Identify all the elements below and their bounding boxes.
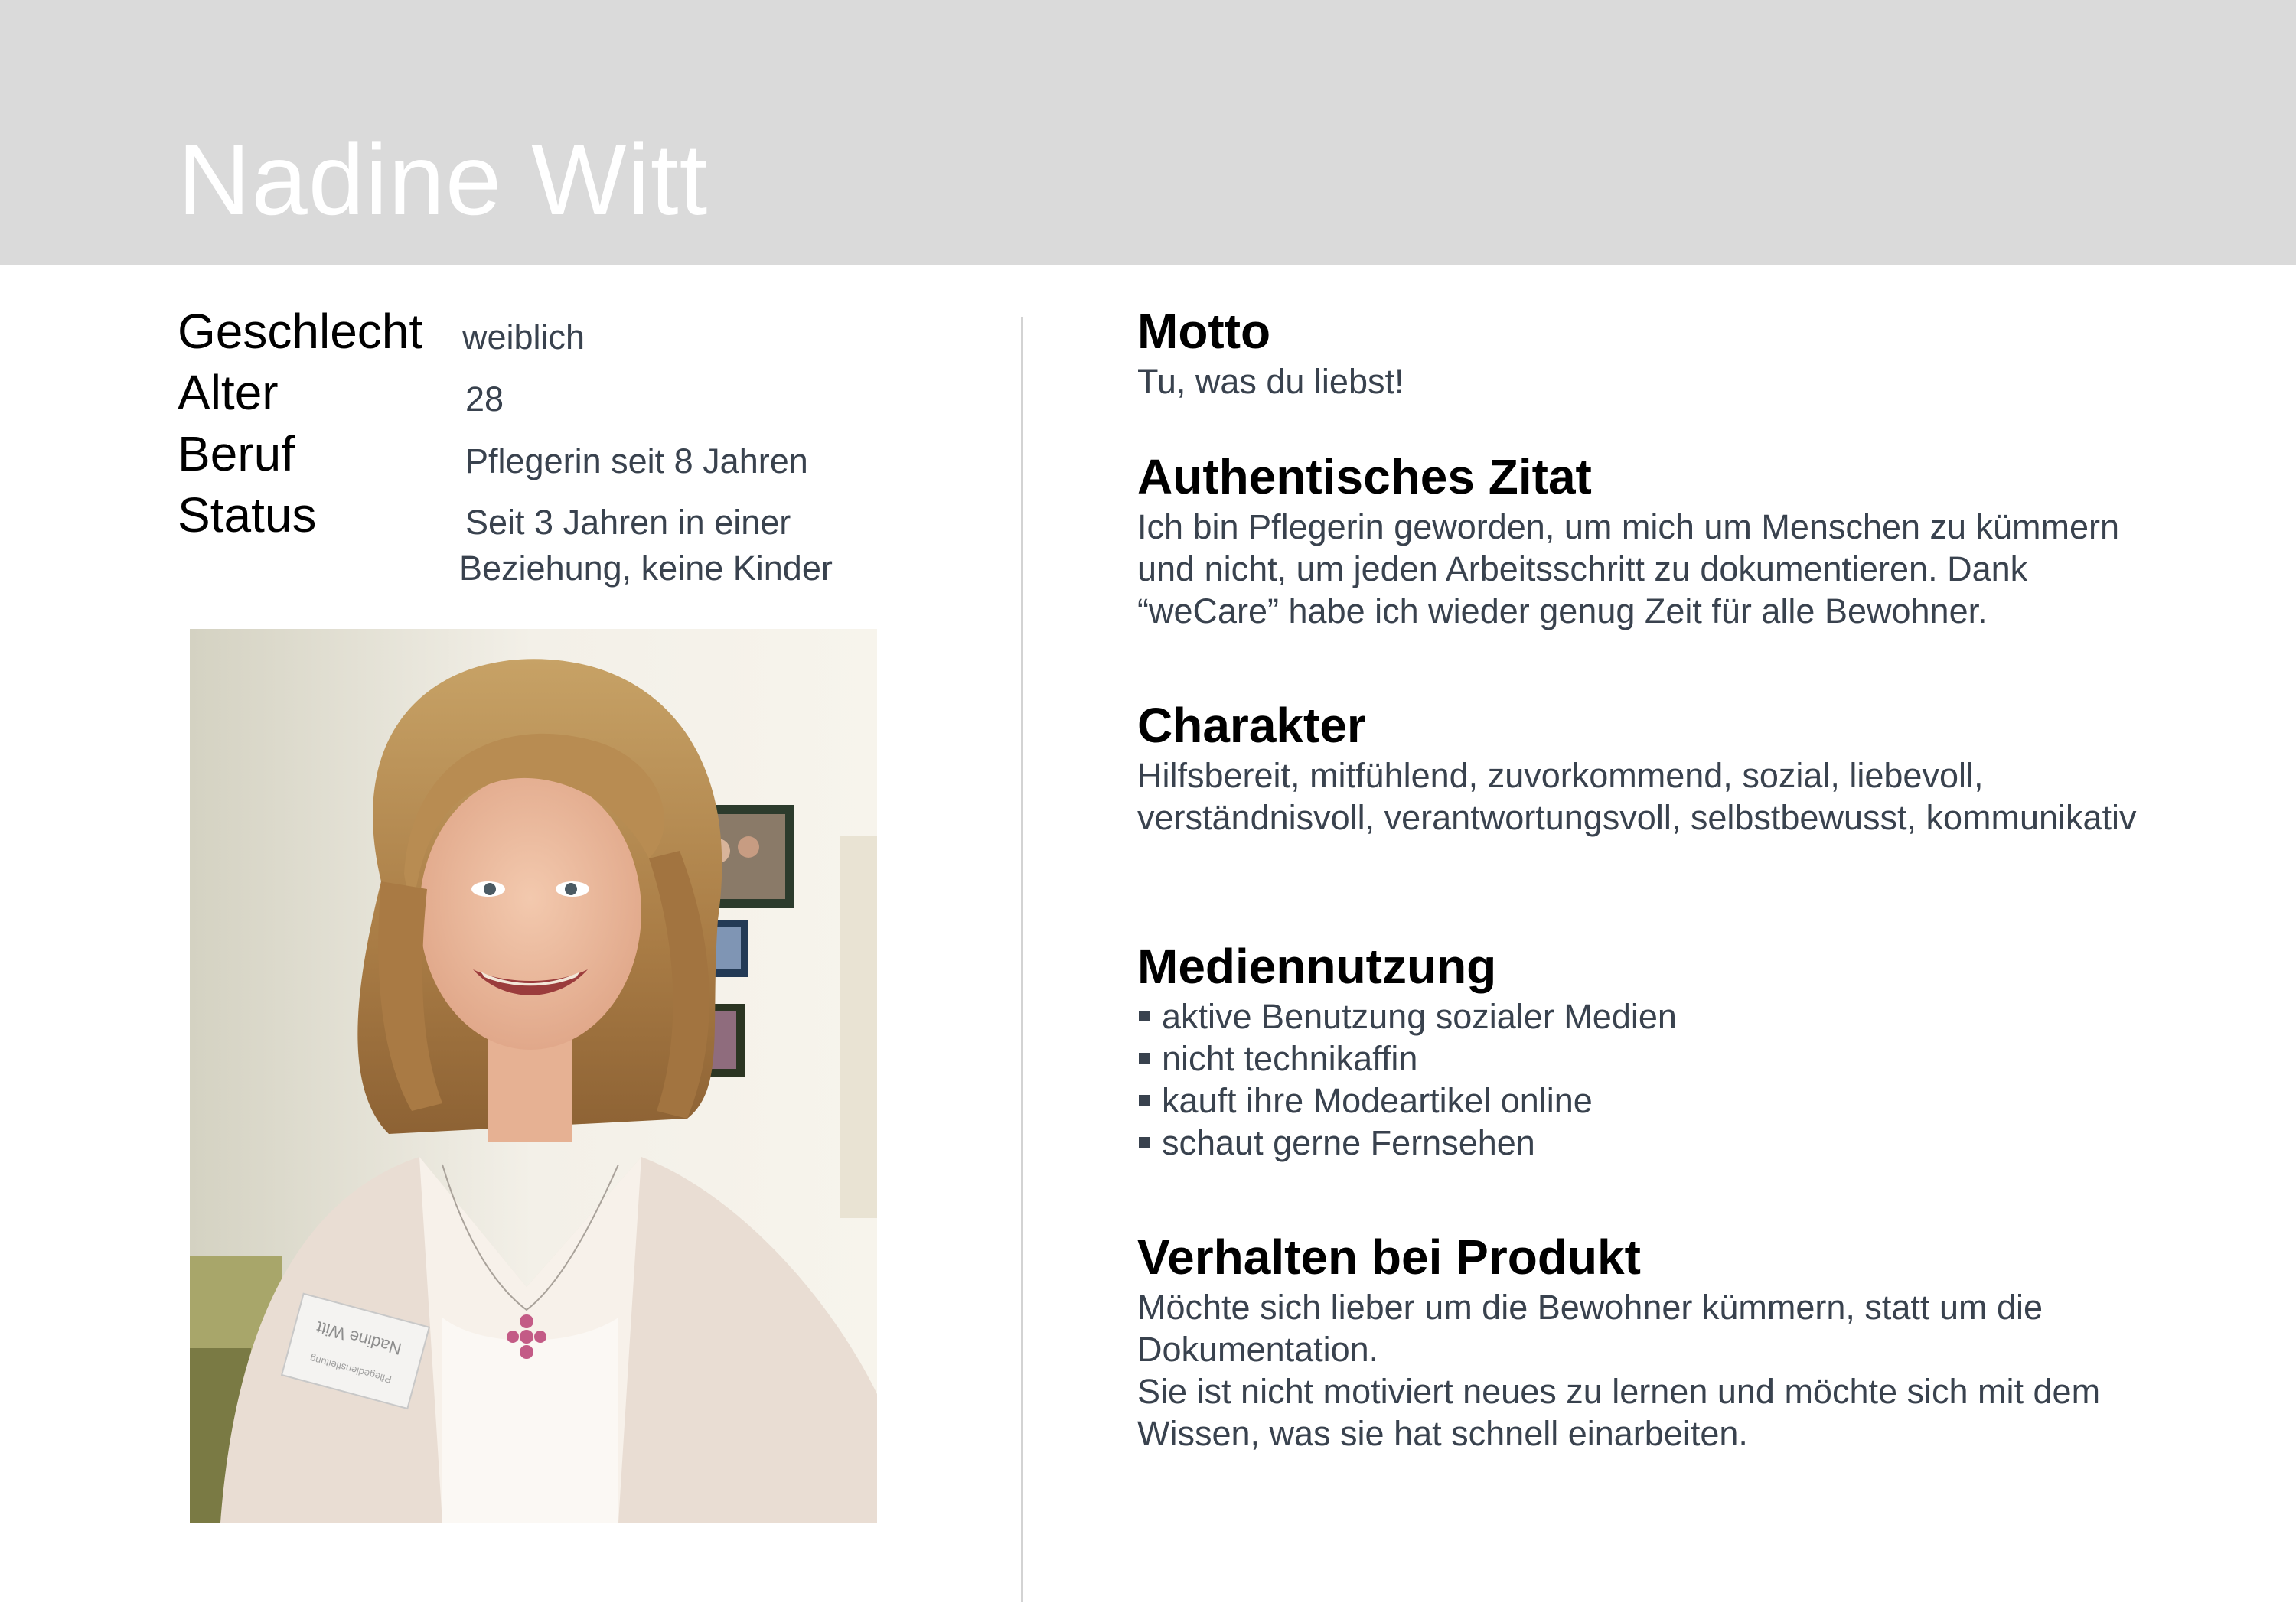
mediennutzung-title: Mediennutzung [1137, 939, 1497, 994]
list-item: aktive Benutzung sozialer Medien [1137, 995, 2163, 1038]
section-zitat [1137, 448, 2163, 632]
fact-value-beruf: Pflegerin seit 8 Jahren [465, 441, 808, 480]
fact-value-status-line2: Beziehung, keine Kinder [459, 549, 833, 588]
badge-name-text: Nadine Witt [314, 1318, 404, 1359]
bullet-square-icon [1139, 1053, 1150, 1064]
zitat-text: Ich bin Pflegerin geworden, um mich um Menschen zu kümmern und nicht, um jeden Arbeitsschritt zu dokumentieren. Dank “weCare” habe ich wieder genug Zeit für alle Bewohner. [1137, 507, 2120, 630]
section-motto [1137, 302, 2163, 402]
bullet-square-icon [1139, 1011, 1150, 1021]
fact-label-beruf: Beruf [178, 426, 295, 481]
charakter-text: Hilfsbereit, mitfühlend, zuvorkommend, sozial, liebevoll, verständnisvoll, verantwortungsvoll, selbstbewusst, kommunikativ [1137, 756, 2137, 837]
verhalten-text-2: Sie ist nicht motiviert neues zu lernen und möchte sich mit dem Wissen, was sie hat schnell einarbeiten. [1137, 1372, 2101, 1453]
list-item: kauft ihre Modeartikel online [1137, 1080, 2163, 1122]
fact-label-status: Status [178, 487, 317, 542]
fact-label-geschlecht: Geschlecht [178, 304, 423, 359]
motto-text: Tu, was du liebst! [1137, 362, 1404, 401]
section-charakter [1137, 696, 2163, 839]
badge-role-text: Pflegedienstleitung [308, 1353, 393, 1386]
motto-title: Motto [1137, 304, 1271, 359]
section-mediennutzung [1137, 937, 2163, 1164]
bullet-square-icon [1139, 1137, 1150, 1148]
bullet-square-icon [1139, 1095, 1150, 1106]
section-verhalten [1137, 1228, 2163, 1455]
persona-name: Nadine Witt [178, 123, 709, 236]
list-item: nicht technikaffin [1137, 1038, 2163, 1080]
list-item: schaut gerne Fernsehen [1137, 1122, 2163, 1164]
mediennutzung-list [1137, 995, 2163, 1164]
fact-label-alter: Alter [178, 365, 279, 420]
verhalten-title: Verhalten bei Produkt [1137, 1230, 1641, 1285]
zitat-title: Authentisches Zitat [1137, 449, 1592, 504]
fact-value-status-line1: Seit 3 Jahren in einer [465, 503, 791, 542]
verhalten-text-1: Möchte sich lieber um die Bewohner kümmern, statt um die Dokumentation. [1137, 1288, 2043, 1369]
column-divider [1021, 317, 1023, 1602]
charakter-title: Charakter [1137, 698, 1366, 753]
fact-value-geschlecht: weiblich [462, 318, 585, 357]
persona-photo [190, 629, 877, 1523]
fact-value-alter: 28 [465, 380, 504, 419]
